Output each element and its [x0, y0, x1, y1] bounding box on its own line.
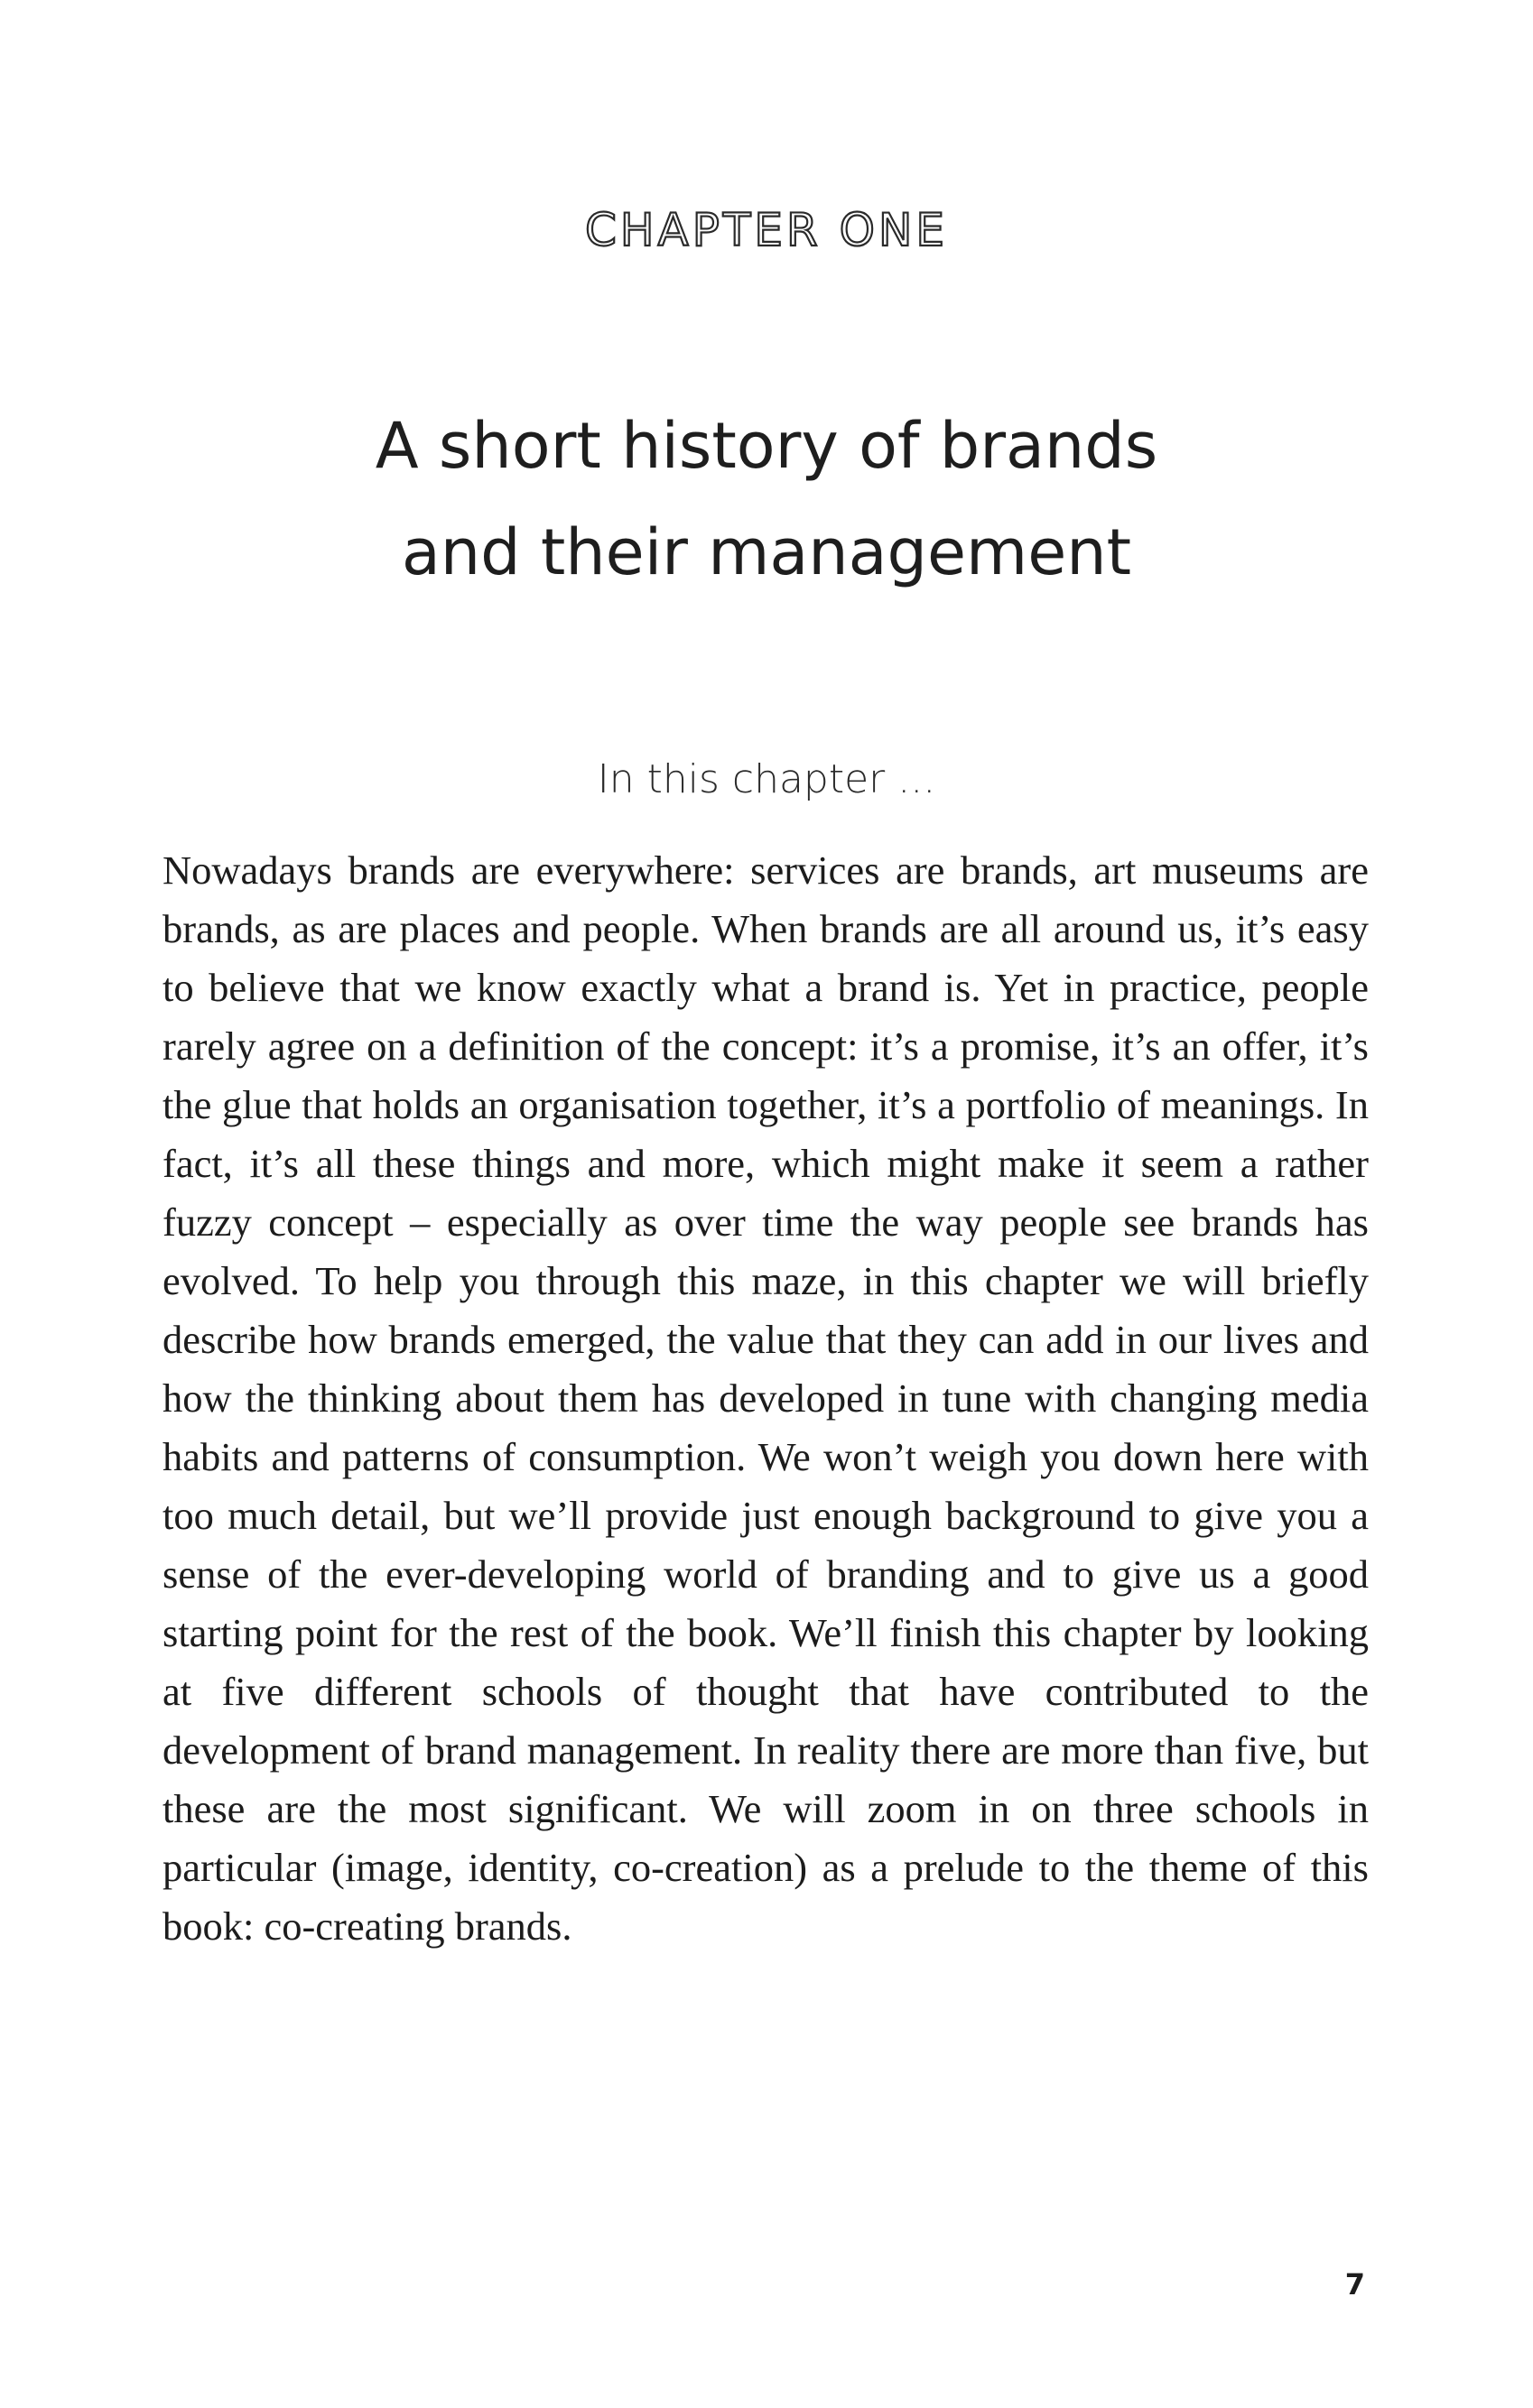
- chapter-label: CHAPTER ONE: [585, 204, 948, 256]
- page-number: 7: [1344, 2267, 1365, 2301]
- chapter-title-line-1: A short history of brands: [375, 408, 1158, 483]
- chapter-title: [0, 393, 1533, 606]
- intro-heading: In this chapter ...: [597, 756, 936, 802]
- chapter-title-line-2: and their management: [401, 514, 1132, 589]
- intro-paragraph: Nowadays brands are everywhere: services are brands, art museums are brands, as are places and people. When brands are all around us, it’s easy to believe that we know exactly what a brand is. Yet in practice, people rarely agree on a definition of the concept: it’s a promise, it’s an offer, it’s the glue that holds an organisation together, it’s a portfolio of meanings. In fact, it’s all these things and more, which might make it seem a rather fuzzy concept – especially as over time the way people see brands has evolved. To help you through this maze, in this chapter we will briefly describe how brands emerged, the value that they can add in our lives and how the thinking about them has developed in tune with changing media habits and patterns of consumption. We won’t weigh you down here with too much detail, but we’ll provide just enough background to give you a sense of the ever-developing world of branding and to give us a good starting point for the rest of the book. We’ll finish this chapter by looking at five different schools of thought that have contributed to the development of brand management. In reality there are more than five, but these are the most significant. We will zoom in on three schools in particular (image, identity, co-creation) as a prelude to the theme of this book: co-creating brands.: [163, 847, 1369, 1949]
